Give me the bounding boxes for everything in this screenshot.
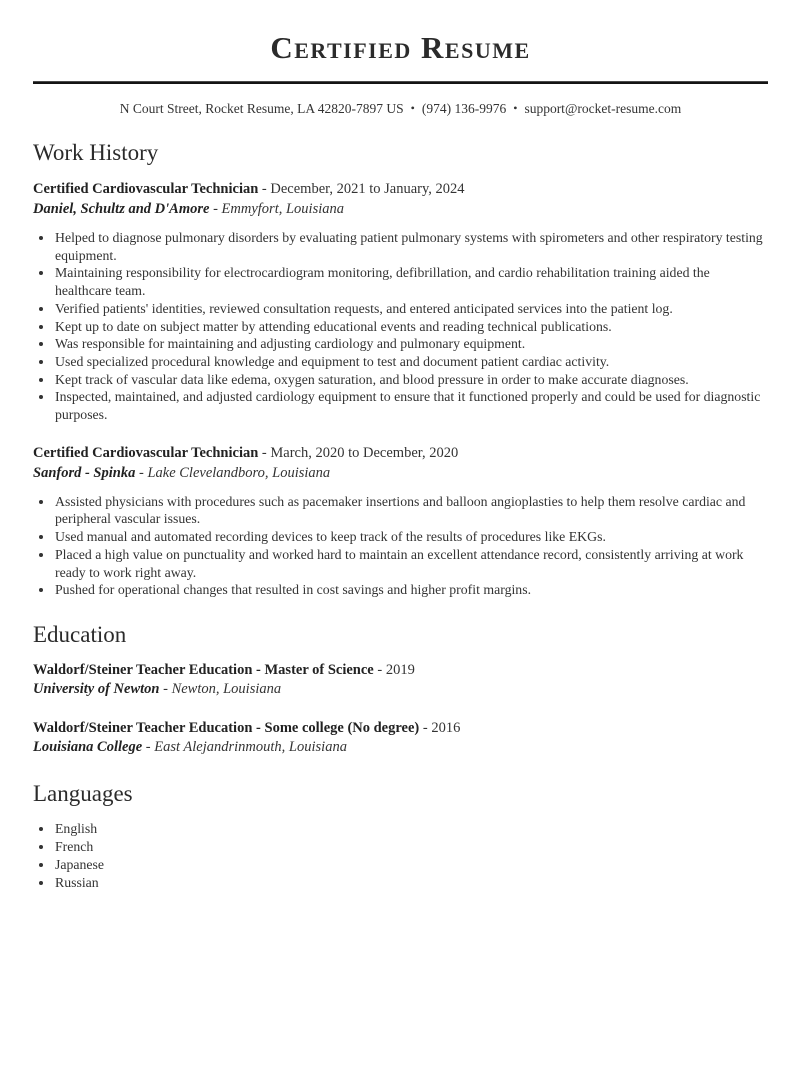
language-item: • Russian <box>54 874 768 892</box>
job-bullet: • Maintaining responsibility for electrocardiogram monitoring, defibrillation, and cardio rehabilitation training aided the healthcare team. <box>54 264 768 299</box>
separator-dash: - <box>419 719 432 736</box>
education-title-line <box>33 719 768 739</box>
education-school-line <box>33 680 768 700</box>
education-program: Waldorf/Steiner Teacher Education <box>33 719 253 736</box>
document-title: Certified Resume <box>270 30 531 65</box>
contact-separator-dot: • <box>410 101 415 115</box>
job-title: Certified Cardiovascular Technician <box>33 444 259 461</box>
job-entry-header <box>33 179 768 219</box>
education-degree: Master of Science <box>264 661 374 678</box>
education-title-line <box>33 661 768 681</box>
job-bullet: • Placed a high value on punctuality and worked hard to maintain an excellent attendance record, consistently arriving at work ready to work right away. <box>54 546 768 581</box>
job-dates: December, 2021 to January, 2024 <box>270 181 465 197</box>
separator-dash: - <box>142 739 155 756</box>
education-location: East Alejandrinmouth, Louisiana <box>154 739 347 756</box>
job-bullet: • Assisted physicians with procedures such as pacemaker insertions and balloon angioplasties to help them resolve cardiac and peripheral vascular issues. <box>54 493 768 528</box>
separator-dash: - <box>209 201 222 217</box>
job-bullet: • Inspected, maintained, and adjusted cardiology equipment to ensure that it functioned properly and could be used for diagnostic purposes. <box>54 388 768 423</box>
section-heading-work-history: Work History <box>33 140 159 165</box>
separator-dash: - <box>252 661 265 678</box>
separator-dash: - <box>258 444 271 461</box>
job-dates: March, 2020 to December, 2020 <box>270 444 459 461</box>
contact-email: support@rocket-resume.com <box>524 101 682 116</box>
section-heading-education: Education <box>33 621 127 647</box>
education-year: 2016 <box>431 719 461 736</box>
language-item: • Japanese <box>54 856 768 874</box>
education-program: Waldorf/Steiner Teacher Education <box>33 661 253 678</box>
resume-page <box>0 30 800 892</box>
contact-separator-dot: • <box>513 101 518 115</box>
job-bullet: • Kept track of vascular data like edema, oxygen saturation, and blood pressure in order to make accurate diagnoses. <box>54 371 768 389</box>
section-heading-languages: Languages <box>33 780 133 806</box>
education-year: 2019 <box>385 661 415 678</box>
job-title-line <box>33 179 768 199</box>
job-company-line <box>33 199 768 219</box>
education-school-line <box>33 738 768 758</box>
job-bullet-list <box>33 493 768 599</box>
job-bullet: • Was responsible for maintaining and adjusting cardiology and pulmonary equipment. <box>54 335 768 353</box>
job-company-line <box>33 463 768 483</box>
job-bullet: • Helped to diagnose pulmonary disorders by evaluating patient pulmonary systems with spirometers and other respiratory testing equipment. <box>54 229 768 264</box>
education-institution: University of Newton <box>33 681 160 698</box>
separator-dash: - <box>135 464 148 481</box>
separator-dash: - <box>252 719 265 736</box>
contact-line <box>33 101 768 117</box>
job-title-line <box>33 443 768 463</box>
separator-dash: - <box>258 181 271 197</box>
language-item: • English <box>54 820 768 838</box>
contact-address: N Court Street, Rocket Resume, LA 42820-7897 US <box>119 101 404 116</box>
job-bullet: • Kept up to date on subject matter by attending educational events and reading technical publications. <box>54 318 768 336</box>
job-title: Certified Cardiovascular Technician <box>33 181 259 197</box>
language-item: • French <box>54 838 768 856</box>
separator-dash: - <box>159 681 172 698</box>
contact-phone: (974) 136-9976 <box>421 101 507 116</box>
education-institution: Louisiana College <box>33 739 143 756</box>
job-company: Daniel, Schultz and D'Amore <box>33 201 210 217</box>
education-degree: Some college (No degree) <box>264 719 420 736</box>
language-list <box>33 820 768 892</box>
education-location: Newton, Louisiana <box>171 681 282 698</box>
job-bullet: • Verified patients' identities, reviewed consultation requests, and entered anticipated services into the patient log. <box>54 300 768 318</box>
header-divider <box>33 81 768 84</box>
job-bullet: • Pushed for operational changes that resulted in cost savings and higher profit margins. <box>54 581 768 599</box>
job-location: Lake Clevelandboro, Louisiana <box>147 464 331 481</box>
separator-dash: - <box>373 661 386 678</box>
job-bullet: • Used manual and automated recording devices to keep track of the results of procedures like EKGs. <box>54 528 768 546</box>
job-bullet: • Used specialized procedural knowledge and equipment to test and document patient cardiac activity. <box>54 353 768 371</box>
job-bullet-list <box>33 229 768 424</box>
job-company: Sanford - Spinka <box>33 464 136 481</box>
education-entry <box>33 661 768 700</box>
job-entry-header <box>33 443 768 483</box>
job-location: Emmyfort, Louisiana <box>221 201 344 217</box>
education-entry <box>33 719 768 758</box>
